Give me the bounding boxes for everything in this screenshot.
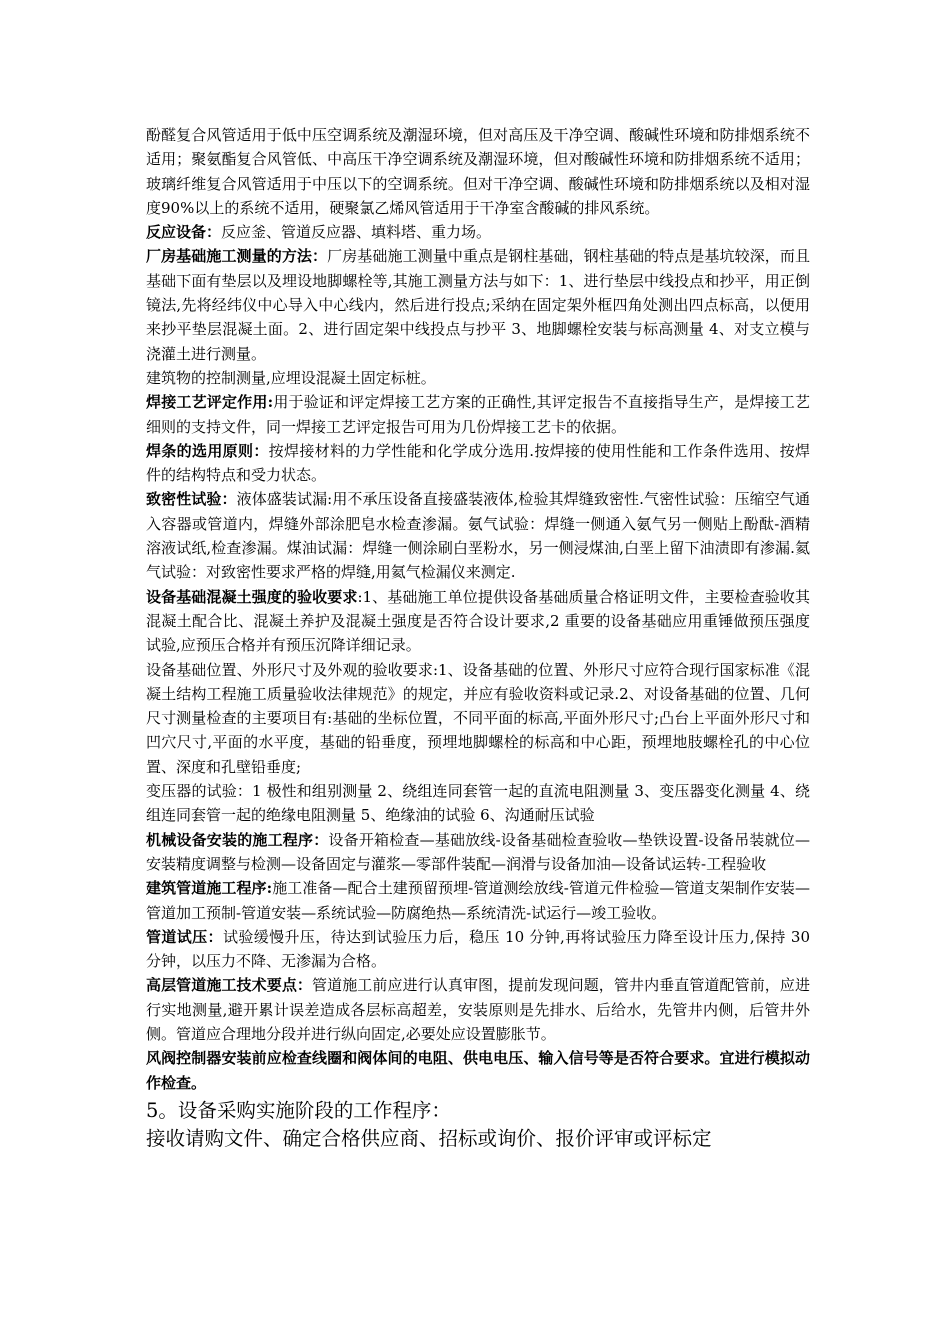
paragraph-text: 风阀控制器安装前应检查线圈和阀体间的电阻、供电电压、输入信号等是否符合要求。宜进行模拟动作检查。: [146, 1049, 810, 1092]
paragraph: [146, 220, 810, 244]
document-page: [146, 123, 810, 1153]
paragraph: [146, 244, 810, 365]
paragraph-text: 建筑物的控制测量,应埋设混凝土固定标桩。: [146, 368, 436, 387]
paragraph-term: 焊条的选用原则：: [146, 441, 269, 460]
paragraph: [146, 925, 810, 974]
paragraph-text: 试验缓慢升压，待达到试验压力后，稳压 10 分钟,再将试验压力降至设计压力,保持 30 分钟，以压力不降、无渗漏为合格。: [146, 927, 810, 971]
paragraph: [146, 828, 810, 877]
paragraph-text: 设备基础位置、外形尺寸及外观的验收要求:1、设备基础的位置、外形尺寸应符合现行国家标准《混凝土结构工程施工质量验收法律规范》的规定，并应有验收资料或记录.2、对设备基础的位置、几何尺寸测量检查的主要项目有:基础的坐标位置，不同平面的标高,平面外形尺寸;凸台上平面外形尺寸和凹穴尺寸,平面的水平度，基础的铅垂度，预埋地脚螺栓的标高和中心距，预埋地肢螺栓孔的中心位置、深度和孔壁铅垂度;: [146, 660, 810, 776]
paragraph-text: 设备开箱检查—基础放线-设备基础检查验收—垫铁设置-设备吊装就位—安装精度调整与检测—设备固定与灌浆—零部件装配—润滑与设备加油—设备试运转-工程验收: [146, 830, 810, 873]
paragraph: [146, 487, 810, 584]
paragraph: [146, 779, 810, 828]
paragraph-term: 焊接工艺评定作用:: [146, 393, 274, 412]
paragraph-text: 管道施工前应进行认真审图，提前发现问题，管井内垂直管道配管前，应进行实地测量,避开累计误差造成各层标高超差，安装原则是先排水、后给水，先管井内侧，后管井外侧。管道应合理地分段并进行纵向固定,必要处应设置膨胀节。: [146, 976, 810, 1043]
paragraph-term: 机械设备安装的施工程序：: [146, 830, 329, 849]
paragraph-term: 设备基础混凝土强度的验收要求: [146, 587, 358, 606]
paragraph: [146, 585, 810, 658]
paragraph-text: 液体盛装试漏:用不承压设备直接盛装液体,检验其焊缝致密性.气密性试验：压缩空气通入容器或管道内，焊缝外部涂肥皂水检查渗漏。氨气试验：焊缝一侧通入氨气另一侧贴上酚酞-酒精溶液试纸,检查渗漏。煤油试漏：焊缝一侧涂刷白垩粉水，另一侧浸煤油,白垩上留下油渍即有渗漏.氦气试验：对致密性要求严格的焊缝,用氦气检漏仪来测定.: [146, 490, 810, 582]
paragraph-term: 建筑管道施工程序:: [146, 879, 273, 898]
paragraph-text: 用于验证和评定焊接工艺方案的正确性,其评定报告不直接指导生产，是焊接工艺细则的支持文件，同一焊接工艺评定报告可用为几份焊接工艺卡的依据。: [146, 393, 810, 436]
paragraph: [146, 123, 810, 220]
paragraph-text: 施工准备—配合土建预留预埋-管道测绘放线-管道元件检验—管道支架制作安装—管道加工预制-管道安装—系统试验—防腐绝热—系统清洗-试运行—竣工验收。: [146, 879, 811, 922]
paragraph-text: 反应釜、管道反应器、填料塔、重力场。: [221, 223, 492, 242]
paragraph: [146, 1046, 810, 1095]
paragraph: [146, 658, 810, 779]
paragraph: [146, 439, 810, 488]
paragraph: [146, 876, 810, 925]
paragraph-text: 酚醛复合风管适用于低中压空调系统及潮湿环境，但对高压及干净空调、酸碱性环境和防排烟系统不适用；聚氨酯复合风管低、中高压干净空调系统及潮湿环境，但对酸碱性环境和防排烟系统不适用；玻璃纤维复合风管适用于中压以下的空调系统。但对干净空调、酸碱性环境和防排烟系统以及相对湿度90%以上的系统不适用，硬聚氯乙烯风管适用于干净室含酸碱的排风系统。: [146, 126, 810, 217]
paragraph-term: 反应设备：: [146, 223, 222, 242]
body-line: 接收请购文件、确定合格供应商、招标或询价、报价评审或评标定: [146, 1126, 712, 1150]
section-heading: 5。设备采购实施阶段的工作程序：: [146, 1098, 451, 1122]
paragraph-term: 厂房基础施工测量的方法：: [146, 247, 328, 266]
paragraph-term: 管道试压：: [146, 927, 223, 946]
paragraph-term: 致密性试验：: [146, 490, 237, 509]
paragraph-text: 厂房基础施工测量中重点是钢柱基础，钢柱基础的特点是基坑较深，而且基础下面有垫层以及埋设地脚螺栓等,其施工测量方法与如下：1、进行垫层中线投点和抄平，用正倒镜法,先将经纬仪中心导入中心线内，然后进行投点;采纳在固定架外框四角处测出四点标高，以便用来抄平垫层混凝土面。2、进行固定架中线投点与抄平 3、地脚螺栓安装与标高测量 4、对支立模与浇灌土进行测量。: [146, 247, 810, 363]
paragraph-text: 变压器的试验：1 极性和组别测量 2、绕组连同套管一起的直流电阻测量 3、变压器变化测量 4、绕组连同套管一起的绝缘电阻测量 5、绝缘油的试验 6、沟通耐压试验: [146, 782, 810, 825]
paragraph-list: [146, 123, 810, 1095]
paragraph: [146, 366, 810, 390]
paragraph-text: :1、基础施工单位提供设备基础质量合格证明文件，主要检查验收其混凝土配合比、混凝土养护及混凝土强度是否符合设计要求,2 重要的设备基础应用重锤做预压强度试验,应预压合格并有预压沉降详细记录。: [146, 587, 810, 655]
paragraph: [146, 973, 810, 1046]
paragraph: [146, 390, 810, 439]
paragraph-text: 按焊接材料的力学性能和化学成分选用.按焊接的使用性能和工作条件选用、按焊件的结构特点和受力状态。: [146, 441, 810, 485]
paragraph-term: 高层管道施工技术要点：: [146, 976, 313, 995]
